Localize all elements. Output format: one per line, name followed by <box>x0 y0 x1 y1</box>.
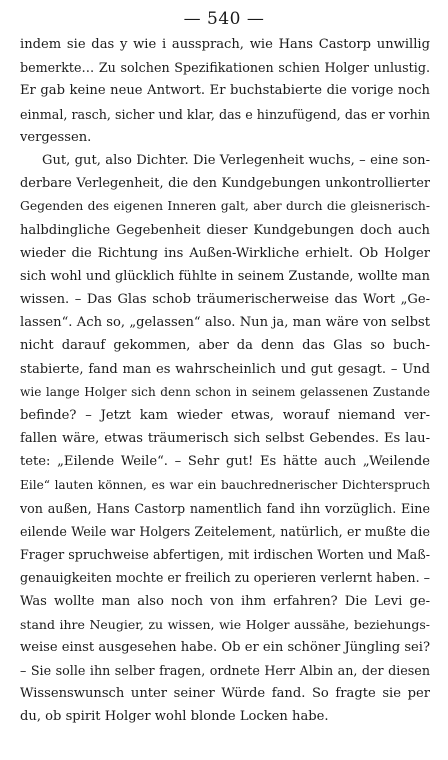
text-line: nicht darauf gekommen, aber da denn das Glas so buch- <box>20 338 430 354</box>
text-line: wieder die Richtung ins Außen-Wirkliche erhielt. Ob Holger <box>20 245 430 261</box>
text-line: Gegenden des eigenen Inneren galt, aber durch die gleisnerisch- <box>20 199 430 214</box>
text-line: Er gab keine neue Antwort. Er buchstabierte die vorige noch <box>20 83 430 99</box>
text-line: einmal, rasch, sicher und klar, das e hinzufügend, das er vorhin <box>20 106 430 122</box>
text-line: stand ihre Neugier, zu wissen, wie Holger aussähe, beziehungs- <box>20 616 430 632</box>
page-number: — 540 — <box>183 9 265 29</box>
text-line: Gut, gut, also Dichter. Die Verlegenheit wuchs, – eine son- <box>42 152 430 168</box>
body-text <box>20 33 430 729</box>
text-line: weise einst ausgesehen habe. Ob er ein schöner Jüngling sei? <box>20 639 430 655</box>
text-line: bemerkte… Zu solchen Spezifikationen schien Holger unlustig. <box>20 60 430 76</box>
text-line: Was wollte man also noch von ihm erfahren? Die Levi ge- <box>20 593 430 609</box>
text-line: – Sie solle ihn selber fragen, ordnete Herr Albin an, der diesen <box>20 663 430 679</box>
text-line: wissen. – Das Glas schob träumerischerweise das Wort „Ge- <box>20 292 430 308</box>
text-line: sich wohl und glücklich fühlte in seinem Zustande, wollte man <box>20 268 430 284</box>
text-line: Frager spruchweise abfertigen, mit irdischen Worten und Maß- <box>20 547 430 563</box>
text-line: Wissenswunsch unter seiner Würde fand. So fragte sie per <box>20 686 430 702</box>
text-line: genauigkeiten mochte er freilich zu operieren verlernt haben. – <box>20 570 430 586</box>
text-line: von außen, Hans Castorp namentlich fand ihn vorzüglich. Eine <box>20 500 430 516</box>
text-line: tete: „Eilende Weile“. – Sehr gut! Es hätte auch „Weilende <box>20 454 430 470</box>
text-line: indem sie das y wie i aussprach, wie Hans Castorp unwillig <box>20 37 430 52</box>
text-line: derbare Verlegenheit, die den Kundgebungen unkontrollierter <box>20 176 430 192</box>
text-line: Eile“ lauten können, es war ein bauchrednerischer Dichterspruch <box>20 477 430 492</box>
text-line: wie lange Holger sich denn schon in seinem gelassenen Zustande <box>20 384 430 399</box>
text-line: befinde? – Jetzt kam wieder etwas, worauf niemand ver- <box>20 408 430 423</box>
text-line: eilende Weile war Holgers Zeitelement, natürlich, er mußte die <box>20 523 430 539</box>
text-line: du, ob spirit Holger wohl blonde Locken habe. <box>20 709 329 725</box>
text-line: halbdingliche Gegebenheit dieser Kundgebungen doch auch <box>20 222 430 238</box>
text-line: lassen“. Ach so, „gelassen“ also. Nun ja, man wäre von selbst <box>20 315 430 331</box>
text-line: stabierte, fand man es wahrscheinlich und gut gesagt. – Und <box>20 361 430 377</box>
text-line: fallen wäre, etwas träumerisch sich selbst Gebendes. Es lau- <box>20 431 430 447</box>
text-line: vergessen. <box>20 129 92 145</box>
